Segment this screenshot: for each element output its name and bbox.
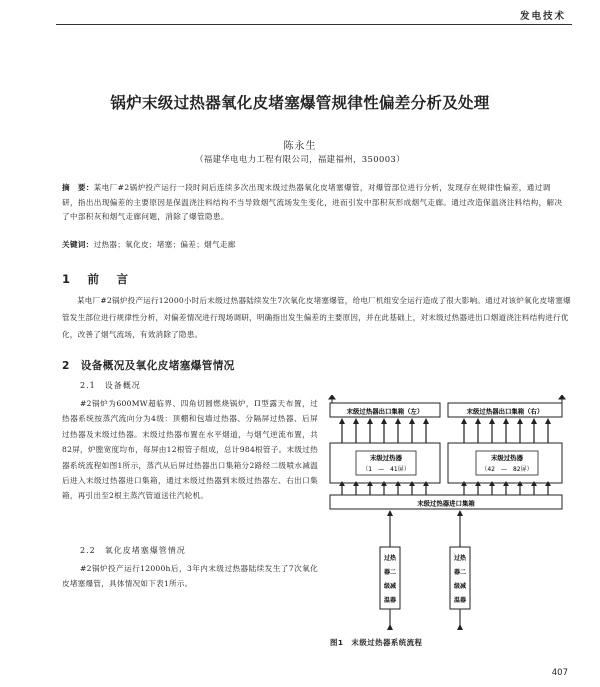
abstract-text: 某电厂#2锅炉投产运行一段时间后连续多次出现末级过热器氧化皮堵塞爆管，对爆管部位进行分析，发现存在规律性偏差，通过调研，指出出现偏差的主要原因是保温浇注料结构不当导致烟气流场发生变化，进而引发中部积灰形成烟气走廊。通过改造保温浇注料结构，解决了中部积灰和烟气走廊问题，消除了爆管隐患。 — [62, 183, 563, 221]
running-header: 发电技术 — [519, 11, 566, 22]
attemperator-left — [380, 547, 400, 609]
attemperator-right-line-3: 级减 — [453, 583, 467, 590]
attemperator-left-line-2: 器二 — [383, 569, 397, 576]
inlet-header — [330, 495, 562, 509]
diagram-svg — [326, 395, 568, 633]
outlet-header-right — [448, 403, 562, 417]
superheater-right-range: （42 — 82屏） — [481, 466, 533, 473]
tube-arrows-left — [339, 418, 429, 443]
header-rule — [56, 24, 572, 25]
section-1-heading: 1 前 言 — [62, 272, 132, 286]
section-2-heading: 2 设备概况及氧化皮堵塞爆管情况 — [62, 360, 235, 372]
superheater-left-name: 末级过热器 — [370, 454, 402, 462]
attemperator-right — [450, 547, 470, 609]
outlet-header-right-label: 末级过热器出口集箱（右） — [466, 407, 544, 416]
attemperator-right-line-2: 器二 — [453, 569, 467, 576]
article-affiliation: （福建华电电力工程有限公司，福建福州，350003） — [195, 154, 405, 164]
tube-arrows-lower — [339, 481, 551, 495]
outlet-header-left-label: 末级过热器出口集箱（左） — [346, 407, 424, 416]
outlet-header-left — [330, 403, 440, 417]
page-number: 407 — [551, 668, 568, 678]
keywords-label: 关键词： — [62, 240, 94, 249]
attemperator-left-line-1: 过热 — [383, 555, 397, 562]
superheater-left-block — [330, 443, 440, 483]
attemperator-right-line-1: 过热 — [453, 555, 467, 562]
subsection-2-1-paragraph: #2锅炉为600MW超临界、四角切圆燃烧锅炉，Π型露天布置，过热器系统按蒸汽流向分为4级：顶棚和包墙过热器、分隔屏过热器、后屏过热器及末级过热器。末级过热器布置在水平烟道，与烟气逆流布置，共82屏，炉膛宽度均布，每屏由12根管子组成，总计984根管子。末级过热器系统流程如图1所示，蒸汽从后屏过热器出口集箱分2路经二级喷水减温后进入末级过热器进口集箱，通过末级过热器到末级过热器左、右出口集箱，再引出至2根主蒸汽管道送往汽轮机。 — [62, 399, 318, 501]
tube-arrows-right — [461, 418, 551, 443]
keywords — [62, 238, 566, 252]
section-1-paragraph: 某电厂#2锅炉投产运行12000小时后末级过热器陆续发生7次氧化皮堵塞爆管，给电厂机组安全运行造成了很大影响。通过对该炉氧化皮堵塞爆管发生部位进行规律性分析，对偏差情况进行现场调研，明确指出发生偏差的主要原因，并在此基础上，对末级过热器进出口烟道浇注料结构进行优化，改善了烟气流场，有效消除了隐患。 — [62, 296, 571, 339]
attemperator-left-line-4: 温器 — [383, 597, 397, 604]
subsection-2-2-paragraph: #2锅炉投产运行12000h后，3年内末级过热器陆续发生了7次氧化皮堵塞爆管，具体情况如下表1所示。 — [62, 564, 318, 589]
inlet-header-label: 末级过热器进口集箱 — [417, 499, 475, 508]
subsection-2-2-heading: 2.2 氧化皮堵塞爆管情况 — [80, 546, 186, 555]
article-title: 锅炉末级过热器氧化皮堵塞爆管规律性偏差分析及处理 — [110, 94, 490, 112]
figure-caption: 图1 末级过热器系统流程 — [330, 638, 423, 647]
superheater-right-name: 末级过热器 — [491, 454, 523, 462]
abstract — [62, 181, 566, 225]
superheater-left-range: （1 — 41屏） — [362, 466, 410, 473]
article-author: 陈永生 — [283, 141, 317, 152]
attemperator-right-line-4: 温器 — [453, 597, 467, 604]
subsection-2-1-heading: 2.1 设备概况 — [80, 381, 141, 390]
attemperator-left-line-3: 级减 — [383, 583, 397, 590]
abstract-label: 摘 要： — [62, 183, 94, 192]
superheater-flow-diagram — [326, 395, 568, 633]
superheater-right-block — [448, 443, 562, 483]
keywords-text: 过热器；氧化皮；堵塞；偏差；烟气走廊 — [93, 240, 236, 249]
